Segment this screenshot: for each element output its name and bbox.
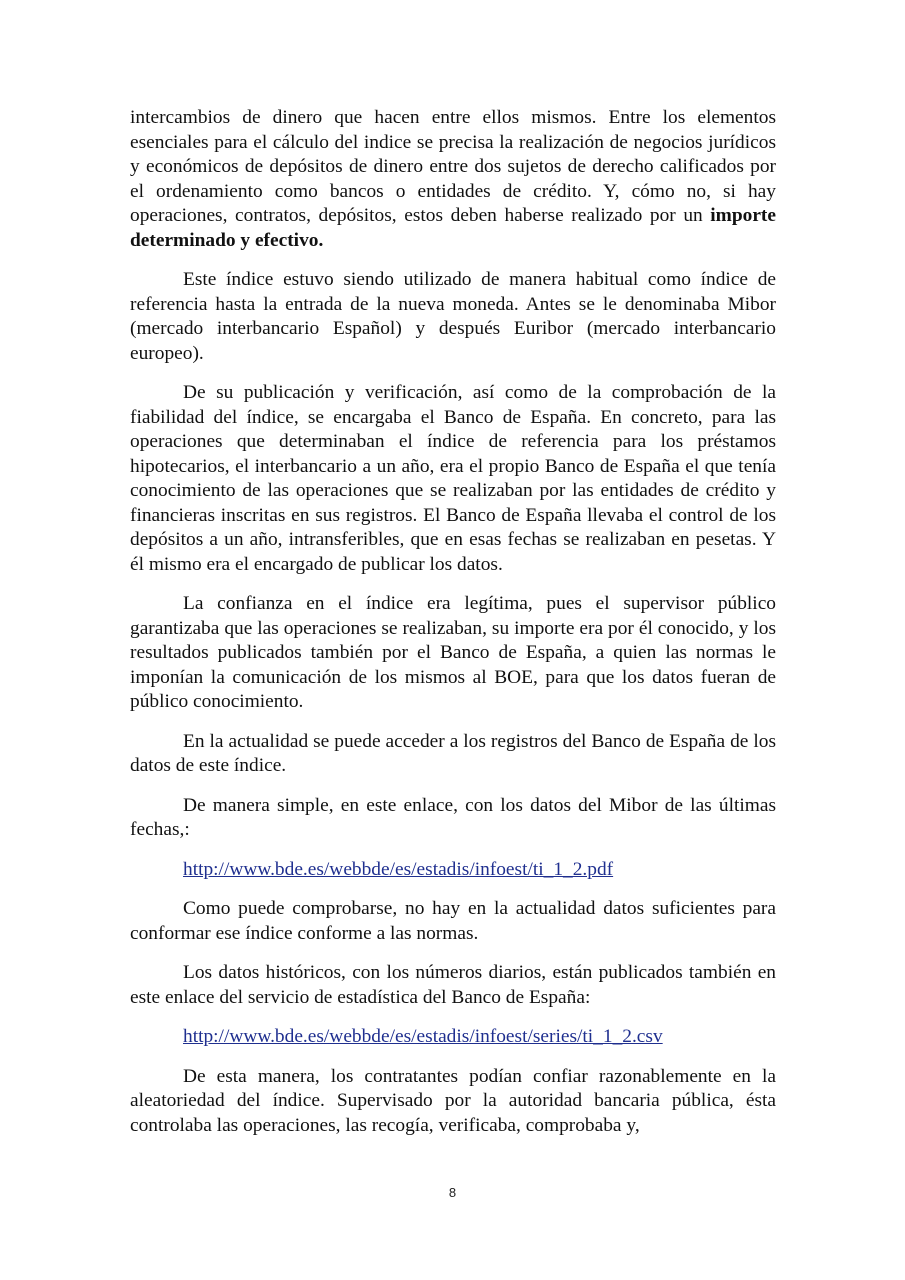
- paragraph-1: [130, 106, 776, 253]
- paragraph-1-bold: importe determinado y efectivo.: [130, 205, 776, 251]
- link-paragraph-2: [130, 1025, 776, 1050]
- mibor-csv-link[interactable]: http://www.bde.es/webbde/es/estadis/infoest/series/ti_1_2.csv: [183, 1026, 663, 1047]
- paragraph-3: De su publicación y verificación, así como de la comprobación de la fiabilidad del índice, se encargaba el Banco de España. En concreto, para las operaciones que determinaban el índice de referencia para los préstamos hipotecarios, el interbancario a un año, era el propio Banco de España el que tenía conocimiento de las operaciones que se realizaban por las entidades de crédito y financieras inscritas en sus registros. El Banco de España llevaba el control de los depósitos a un año, intransferibles, que en esas fechas se realizaban en pesetas. Y él mismo era el encargado de publicar los datos.: [130, 382, 776, 575]
- link-paragraph-1: [130, 858, 776, 883]
- paragraph-5: En la actualidad se puede acceder a los registros del Banco de España de los datos de este índice.: [130, 730, 776, 776]
- document-body: [130, 106, 776, 1153]
- paragraph-4: La confianza en el índice era legítima, pues el supervisor público garantizaba que las operaciones se realizaban, su importe era por él conocido, y los resultados publicados también por el Banco de España, a quien las normas le imponían la comunicación de los mismos al BOE, para que los datos fueran de público conocimiento.: [130, 593, 776, 712]
- paragraph-6: De manera simple, en este enlace, con los datos del Mibor de las últimas fechas,:: [130, 794, 776, 840]
- paragraph-2: Este índice estuvo siendo utilizado de manera habitual como índice de referencia hasta la entrada de la nueva moneda. Antes se le denominaba Mibor (mercado interbancario Español) y después Euribor (mercado interbancario europeo).: [130, 269, 776, 364]
- paragraph-9: De esta manera, los contratantes podían confiar razonablemente en la aleatoriedad del índice. Supervisado por la autoridad bancaria pública, ésta controlaba las operaciones, las recogía, verificaba, comprobaba y,: [130, 1065, 776, 1136]
- paragraph-7: Como puede comprobarse, no hay en la actualidad datos suficientes para conformar ese índice conforme a las normas.: [130, 898, 776, 944]
- page-number: 8: [448, 1185, 457, 1200]
- paragraph-1-text: intercambios de dinero que hacen entre ellos mismos. Entre los elementos esenciales para el cálculo del indice se precisa la realización de negocios jurídicos y económicos de depósitos de dinero entre dos sujetos de derecho calificados por el ordenamiento como bancos o entidades de crédito. Y, cómo no, si hay operaciones, contratos, depósitos, estos deben haberse realizado por un: [130, 107, 776, 226]
- paragraph-8: Los datos históricos, con los números diarios, están publicados también en este enlace del servicio de estadística del Banco de España:: [130, 962, 776, 1008]
- mibor-pdf-link[interactable]: http://www.bde.es/webbde/es/estadis/infoest/ti_1_2.pdf: [183, 858, 614, 880]
